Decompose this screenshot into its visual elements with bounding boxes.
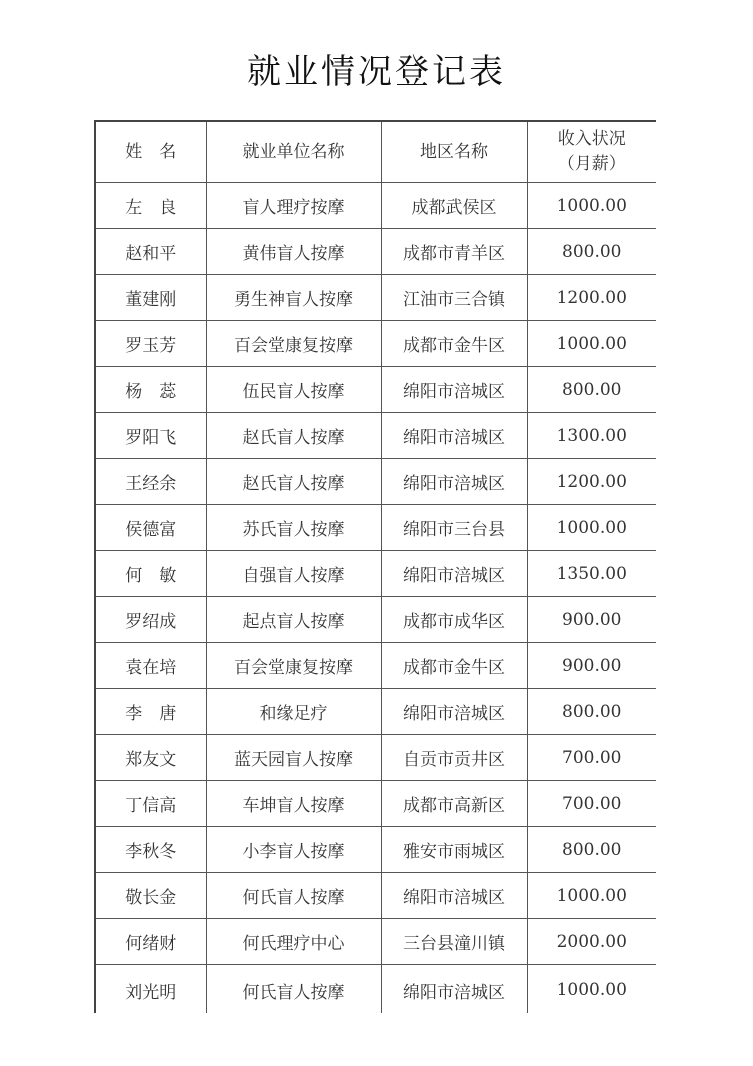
table-row bbox=[95, 321, 656, 367]
cell-name: 左 良 bbox=[95, 183, 206, 229]
cell-employer: 赵氏盲人按摩 bbox=[206, 413, 381, 459]
header-income-label: 收入状况 bbox=[557, 129, 626, 150]
table-row bbox=[95, 919, 656, 965]
cell-income: 700.00 bbox=[527, 781, 656, 827]
page-title: 就业情况登记表 bbox=[247, 52, 506, 92]
cell-name: 李 唐 bbox=[95, 689, 206, 735]
cell-name: 丁信高 bbox=[95, 781, 206, 827]
cell-income: 2000.00 bbox=[527, 919, 656, 965]
cell-region: 绵阳市涪城区 bbox=[381, 965, 527, 1014]
cell-name: 杨 蕊 bbox=[95, 367, 206, 413]
cell-name: 赵和平 bbox=[95, 229, 206, 275]
cell-region: 绵阳市涪城区 bbox=[381, 689, 527, 735]
cell-income: 1350.00 bbox=[527, 551, 656, 597]
table-header-row bbox=[95, 121, 656, 183]
cell-region: 绵阳市三台县 bbox=[381, 505, 527, 551]
cell-income: 900.00 bbox=[527, 597, 656, 643]
cell-name: 王经余 bbox=[95, 459, 206, 505]
cell-income: 700.00 bbox=[527, 735, 656, 781]
cell-name: 侯德富 bbox=[95, 505, 206, 551]
cell-name: 刘光明 bbox=[95, 965, 206, 1014]
header-employer: 就业单位名称 bbox=[206, 121, 381, 183]
table-row bbox=[95, 459, 656, 505]
cell-region: 绵阳市涪城区 bbox=[381, 551, 527, 597]
cell-income: 1000.00 bbox=[527, 183, 656, 229]
cell-name: 罗阳飞 bbox=[95, 413, 206, 459]
cell-employer: 勇生神盲人按摩 bbox=[206, 275, 381, 321]
cell-income: 1000.00 bbox=[527, 321, 656, 367]
cell-employer: 何氏盲人按摩 bbox=[206, 873, 381, 919]
table-row bbox=[95, 781, 656, 827]
cell-name: 罗绍成 bbox=[95, 597, 206, 643]
cell-name: 罗玉芳 bbox=[95, 321, 206, 367]
cell-region: 绵阳市涪城区 bbox=[381, 459, 527, 505]
cell-region: 绵阳市涪城区 bbox=[381, 413, 527, 459]
cell-employer: 伍民盲人按摩 bbox=[206, 367, 381, 413]
header-name: 姓 名 bbox=[95, 121, 206, 183]
cell-income: 800.00 bbox=[527, 827, 656, 873]
cell-employer: 赵氏盲人按摩 bbox=[206, 459, 381, 505]
cell-employer: 自强盲人按摩 bbox=[206, 551, 381, 597]
table-row bbox=[95, 183, 656, 229]
cell-employer: 起点盲人按摩 bbox=[206, 597, 381, 643]
cell-name: 敬长金 bbox=[95, 873, 206, 919]
cell-income: 800.00 bbox=[527, 367, 656, 413]
employment-table bbox=[94, 120, 656, 1013]
table-row bbox=[95, 275, 656, 321]
cell-income: 800.00 bbox=[527, 689, 656, 735]
table-row bbox=[95, 551, 656, 597]
cell-employer: 车坤盲人按摩 bbox=[206, 781, 381, 827]
cell-employer: 何氏盲人按摩 bbox=[206, 965, 381, 1014]
cell-region: 成都市成华区 bbox=[381, 597, 527, 643]
table-row bbox=[95, 735, 656, 781]
table-row bbox=[95, 827, 656, 873]
cell-employer: 百会堂康复按摩 bbox=[206, 321, 381, 367]
header-income bbox=[527, 121, 656, 183]
cell-name: 何 敏 bbox=[95, 551, 206, 597]
cell-income: 1200.00 bbox=[527, 275, 656, 321]
table-row bbox=[95, 873, 656, 919]
table-row bbox=[95, 689, 656, 735]
table-row bbox=[95, 643, 656, 689]
cell-income: 900.00 bbox=[527, 643, 656, 689]
cell-income: 1000.00 bbox=[527, 505, 656, 551]
cell-region: 成都市金牛区 bbox=[381, 643, 527, 689]
header-income-unit: （月薪） bbox=[557, 154, 626, 174]
cell-employer: 百会堂康复按摩 bbox=[206, 643, 381, 689]
cell-income: 1200.00 bbox=[527, 459, 656, 505]
table-row bbox=[95, 413, 656, 459]
cell-employer: 蓝天园盲人按摩 bbox=[206, 735, 381, 781]
cell-name: 何绪财 bbox=[95, 919, 206, 965]
cell-region: 自贡市贡井区 bbox=[381, 735, 527, 781]
cell-employer: 盲人理疗按摩 bbox=[206, 183, 381, 229]
cell-income: 1000.00 bbox=[527, 873, 656, 919]
cell-region: 成都市金牛区 bbox=[381, 321, 527, 367]
cell-region: 成都武侯区 bbox=[381, 183, 527, 229]
cell-region: 成都市青羊区 bbox=[381, 229, 527, 275]
table-row bbox=[95, 505, 656, 551]
cell-region: 雅安市雨城区 bbox=[381, 827, 527, 873]
cell-employer: 和缘足疗 bbox=[206, 689, 381, 735]
cell-employer: 苏氏盲人按摩 bbox=[206, 505, 381, 551]
table-row bbox=[95, 965, 656, 1014]
cell-employer: 何氏理疗中心 bbox=[206, 919, 381, 965]
cell-name: 董建刚 bbox=[95, 275, 206, 321]
cell-region: 江油市三合镇 bbox=[381, 275, 527, 321]
employment-table-container bbox=[94, 120, 656, 1013]
cell-income: 1000.00 bbox=[527, 965, 656, 1014]
table-row bbox=[95, 597, 656, 643]
cell-region: 三台县潼川镇 bbox=[381, 919, 527, 965]
header-region: 地区名称 bbox=[381, 121, 527, 183]
cell-region: 绵阳市涪城区 bbox=[381, 873, 527, 919]
table-body bbox=[95, 121, 656, 1013]
cell-name: 袁在培 bbox=[95, 643, 206, 689]
cell-name: 李秋冬 bbox=[95, 827, 206, 873]
cell-income: 800.00 bbox=[527, 229, 656, 275]
cell-name: 郑友文 bbox=[95, 735, 206, 781]
cell-income: 1300.00 bbox=[527, 413, 656, 459]
table-row bbox=[95, 229, 656, 275]
cell-region: 成都市高新区 bbox=[381, 781, 527, 827]
table-row bbox=[95, 367, 656, 413]
cell-employer: 黄伟盲人按摩 bbox=[206, 229, 381, 275]
cell-region: 绵阳市涪城区 bbox=[381, 367, 527, 413]
cell-employer: 小李盲人按摩 bbox=[206, 827, 381, 873]
